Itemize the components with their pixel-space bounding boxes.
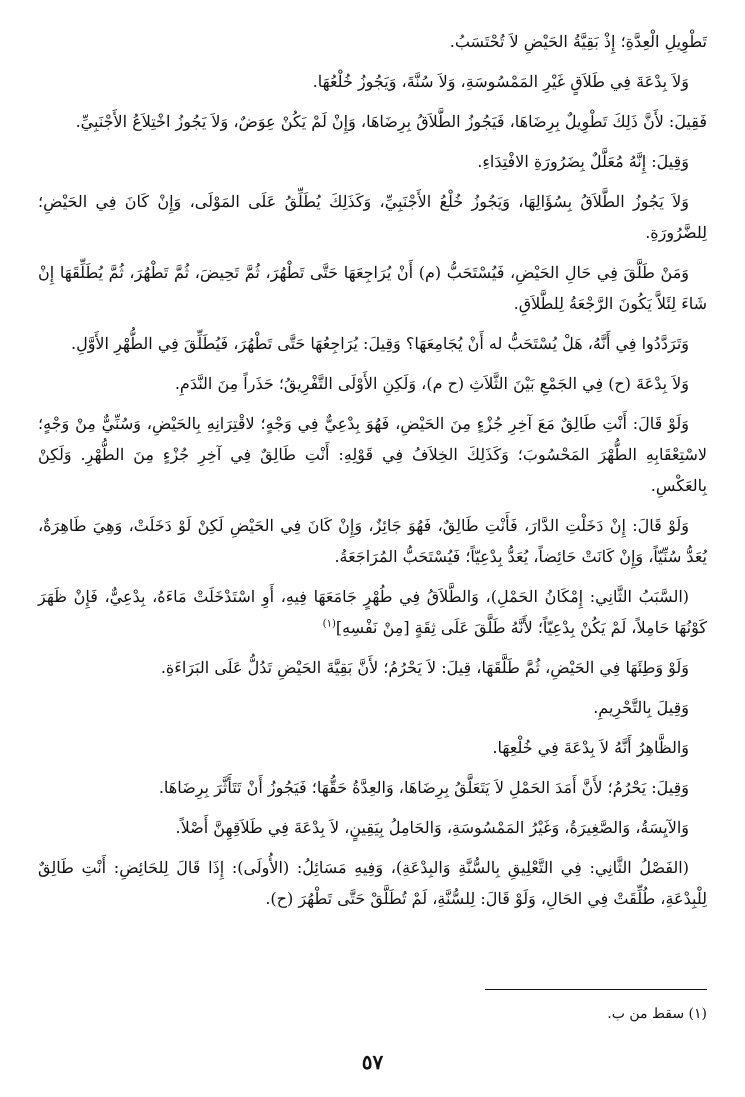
footnote-text: سقط من ب. [607, 1006, 685, 1022]
book-page [38, 26, 707, 1097]
paragraph-17: (الفَصْلُ الثَّانِي: فِي التَّعْلِيقِ بِالسُّنَّةِ وَالبِدْعَةِ)، وَفِيهِ مَسَائِلُ: (الأُولَى): إِذَا قَالَ لِلحَائِضِ: أَنْتِ طَالِقٌ لِلْبِدْعَةِ، طُلِّقَتْ فِي الحَالِ، وَلَوْ قَالَ: لِلسُّنَّةِ، لَمْ تُطَلَّقْ حَتَّى تَطْهُرَ (ح). [38, 858, 707, 908]
paragraph-3: فَقِيلَ: لأَنَّ ذَلِكَ تَطْوِيلٌ بِرِضَاهَا، فَيَجُوزُ الطَّلاَقُ بِرِضَاهَا، وَإِنْ لَمْ يَكُنْ عِوَضٌ، وَلاَ يَجُوزُ اخْتِلاَعُ الأَجْنَبِيِّ. [75, 112, 707, 131]
paragraph-1: تَطْوِيلِ الْعِدَّةِ؛ إِذْ بَقِيَّةُ الحَيْضِ لاَ تُحْتَسَبُ. [449, 32, 707, 51]
paragraph-8: وَلاَ بِدْعَةَ (ح) فِي الجَمْعِ بَيْنَ الثَّلاَثِ (ح م)، وَلَكِنِ الأَوْلَى التَّفْرِيقُ؛ حَذَراً مِنَ النَّدَمِ. [174, 374, 689, 393]
paragraph-11: (السَّبَبُ الثَّانِي: إِمْكَانُ الحَمْلِ)، وَالطَّلاَقُ فِي طُهْرٍ جَامَعَهَا فِيهِ، أَوِ اسْتَدْخَلَتْ مَاءَهُ، بِدْعِيٌّ، فَإِنْ ظَهَرَ كَوْنُهَا حَامِلاً، لَمْ يَكُنْ بِدْعِيّاً؛ لأَنَّهُ طَلَّقَ عَلَى ثِقَةٍ [مِنْ نَفْسِهِ]$^{(١)}$ [38, 587, 707, 637]
paragraph-5: وَلاَ يَجُوزُ الطَّلاَقُ بِسُؤَالِهَا، وَيَجُوزُ خُلْعُ الأَجْنَبِيِّ، وَكَذَلِكَ يُطَلِّقُ عَلَى المَوْلَى، وَإِنْ كَانَ فِي الحَيْضِ؛ لِلضَّرُورَةِ. [38, 192, 707, 242]
paragraph-6: وَمَنْ طَلَّقَ فِي حَالِ الحَيْضِ، فَيُسْتَحَبُّ (م) أَنْ يُرَاجِعَهَا حَتَّى تَطْهُرَ، ثُمَّ تَحِيضَ، ثُمَّ تَطْهُرَ، ثُمَّ يُطَلِّقَهَا إِنْ شَاءَ لِئَلاَّ يَكُونَ الرَّجْعَةُ لِلطَّلاَقِ. [38, 263, 707, 313]
paragraph-4: وَقِيلَ: إِنَّهُ مُعَلَّلٌ بِضَرُورَةِ الافْتِدَاءِ. [477, 152, 689, 171]
page-number: ٥٧ [361, 1050, 384, 1074]
paragraph-16: وَالآيِسَةُ، وَالصَّغِيرَةُ، وَغَيْرُ المَمْسُوسَةِ، وَالحَامِلُ بِيَقِينٍ، لاَ بِدْعَةَ فِي طَلاَقِهِنَّ أَصْلاً. [175, 818, 689, 837]
paragraph-10: وَلَوْ قَالَ: إِنْ دَخَلْتِ الدَّارَ، فَأَنْتِ طَالِقٌ، فَهُوَ جَائِزٌ، وَإِنْ كَانَ فِي الحَيْضِ لَكِنْ لَوْ دَخَلَتْ، وَهِيَ طَاهِرَةٌ، يُعَدُّ سُنِّيّاً، وَإِنْ كَانَتْ حَائِضاً، يُعَدُّ بِدْعِيّاً؛ فَيُسْتَحَبُّ المُرَاجَعَةُ. [38, 516, 707, 566]
footnote-marker: (١) [688, 1006, 707, 1022]
main-text [38, 26, 707, 914]
paragraph-2: وَلاَ بِدْعَةَ فِي طَلاَقٍ غَيْرِ المَمْسُوسَةِ، وَلاَ سُنَّةَ، وَيَجُوزُ خُلْعُهَا. [312, 72, 689, 91]
footnote [607, 1004, 707, 1024]
paragraph-9: وَلَوْ قَالَ: أَنْتِ طَالِقٌ مَعَ آخِرِ جُزْءٍ مِنَ الحَيْضِ، فَهُوَ بِدْعِيٌّ فِي وَجْهٍ؛ لاقْتِرَانِهِ بِالحَيْضِ، وَسُنِّيٌّ مِنْ وَجْهٍ؛ لاسْتِعْقَابِهِ الطُّهْرَ المَحْسُوبَ؛ وَكَذَلِكَ الخِلاَفُ فِي قَوْلِهِ: أَنْتِ طَالِقٌ فِي آخِرِ جُزْءٍ مِنَ الطُّهْرِ. وَلَكِنْ بِالعَكْسِ. [38, 414, 707, 495]
paragraph-13: وَقِيلَ بِالتَّحْرِيمِ. [593, 698, 689, 717]
paragraph-7: وَتَرَدَّدُوا فِي أَنَّهُ، هَلْ يُسْتَحَبُّ له أَنْ يُجَامِعَهَا؟ وَقِيلَ: يُرَاجِعُهَا حَتَّى تَطْهُرَ، فَيُطَلِّقَ فِي الطُّهْرِ الأَوَّلِ. [70, 334, 689, 353]
paragraph-12: وَلَوْ وَطِئَهَا فِي الحَيْضِ، ثُمَّ طَلَّقَهَا، قِيلَ: لاَ يَحْرُمُ؛ لأَنَّ بَقِيَّةَ الحَيْضِ تَدُلُّ عَلَى البَرَاءَةِ. [160, 658, 689, 677]
paragraph-14: وَالظَّاهِرُ أَنَّهُ لاَ بِدْعَةَ فِي خُلْعِهَا. [492, 738, 689, 757]
paragraph-15: وَقِيلَ: يَحْرُمُ؛ لأَنَّ أَمَدَ الحَمْلِ لاَ يَتَعَلَّقُ بِرِضَاهَا، وَالعِدَّةُ حَقُّهَا؛ فَيَجُوزُ أَنْ تَتَأَثَّرَ بِرِضَاهَا. [158, 778, 689, 797]
footnote-reference: (١) [322, 618, 336, 630]
footnote-divider [485, 989, 707, 990]
